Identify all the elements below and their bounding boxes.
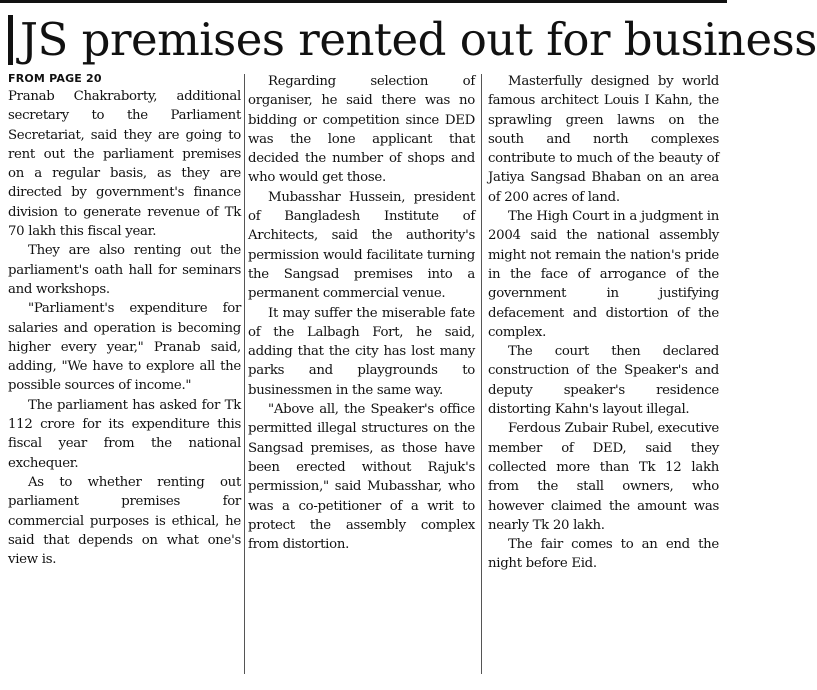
dateline: FROM PAGE 20 xyxy=(8,72,102,85)
paragraph: "Parliament's expenditure for salaries and operation is becoming higher every year," Pranab said, adding, "We have to explore all the possible sources of income." xyxy=(8,301,241,394)
column-2 xyxy=(248,72,475,554)
paragraph: It may suffer the miserable fate of the Lalbagh Fort, he said, adding that the city has lost many parks and playgrounds to businessmen in the same way. xyxy=(248,305,475,398)
headline: JS premises rented out for business xyxy=(20,13,817,66)
headline-rule xyxy=(8,15,13,65)
paragraph: The High Court in a judgment in 2004 said the national assembly might not remain the nation's pride in the face of arrogance of the government in justifying defacement and distortion of the complex. xyxy=(488,209,719,340)
paragraph: Masterfully designed by world famous architect Louis I Kahn, the sprawling green lawns on the south and north complexes contribute to much of the beauty of Jatiya Sangsad Bhaban on an area of 200 acres of land. xyxy=(488,74,719,205)
paragraph: The fair comes to an end the night before Eid. xyxy=(488,537,719,572)
paragraph: Regarding selection of organiser, he said there was no bidding or competition since DED was the lone applicant that decided the number of shops and who would get those. xyxy=(248,74,475,186)
paragraph: They are also renting out the parliament's oath hall for seminars and workshops. xyxy=(8,243,241,297)
column-divider xyxy=(481,74,482,674)
paragraph: Mubasshar Hussein, president of Bangladesh Institute of Architects, said the authority's permission would facilitate turning the Sangsad premises into a permanent commercial venue. xyxy=(248,189,475,302)
headline-bar xyxy=(0,0,817,66)
paragraph: Pranab Chakraborty, additional secretary to the Parliament Secretariat, said they are going to rent out the parliament premises on a regular basis, as they are directed by government's finance division to generate revenue of Tk 70 lakh this fiscal year. xyxy=(8,89,241,240)
paragraph: "Above all, the Speaker's office permitted illegal structures on the Sangsad premises, as those have been erected without Rajuk's permission," said Mubasshar, who was a co-petitioner of a writ to protect the assembly complex from distortion. xyxy=(248,402,475,553)
paragraph: Ferdous Zubair Rubel, executive member of DED, said they collected more than Tk 12 lakh from the stall owners, who however claimed the amount was nearly Tk 20 lakh. xyxy=(488,421,719,533)
paragraph: The parliament has asked for Tk 112 crore for its expenditure this fiscal year from the national exchequer. xyxy=(8,397,241,471)
column-divider xyxy=(244,74,245,674)
column-3 xyxy=(488,72,719,574)
paragraph: The court then declared construction of the Speaker's and deputy speaker's residence distorting Kahn's layout illegal. xyxy=(488,344,719,418)
paragraph: As to whether renting out parliament premises for commercial purposes is ethical, he said that depends on what one's view is. xyxy=(8,474,241,568)
column-1 xyxy=(8,72,241,569)
